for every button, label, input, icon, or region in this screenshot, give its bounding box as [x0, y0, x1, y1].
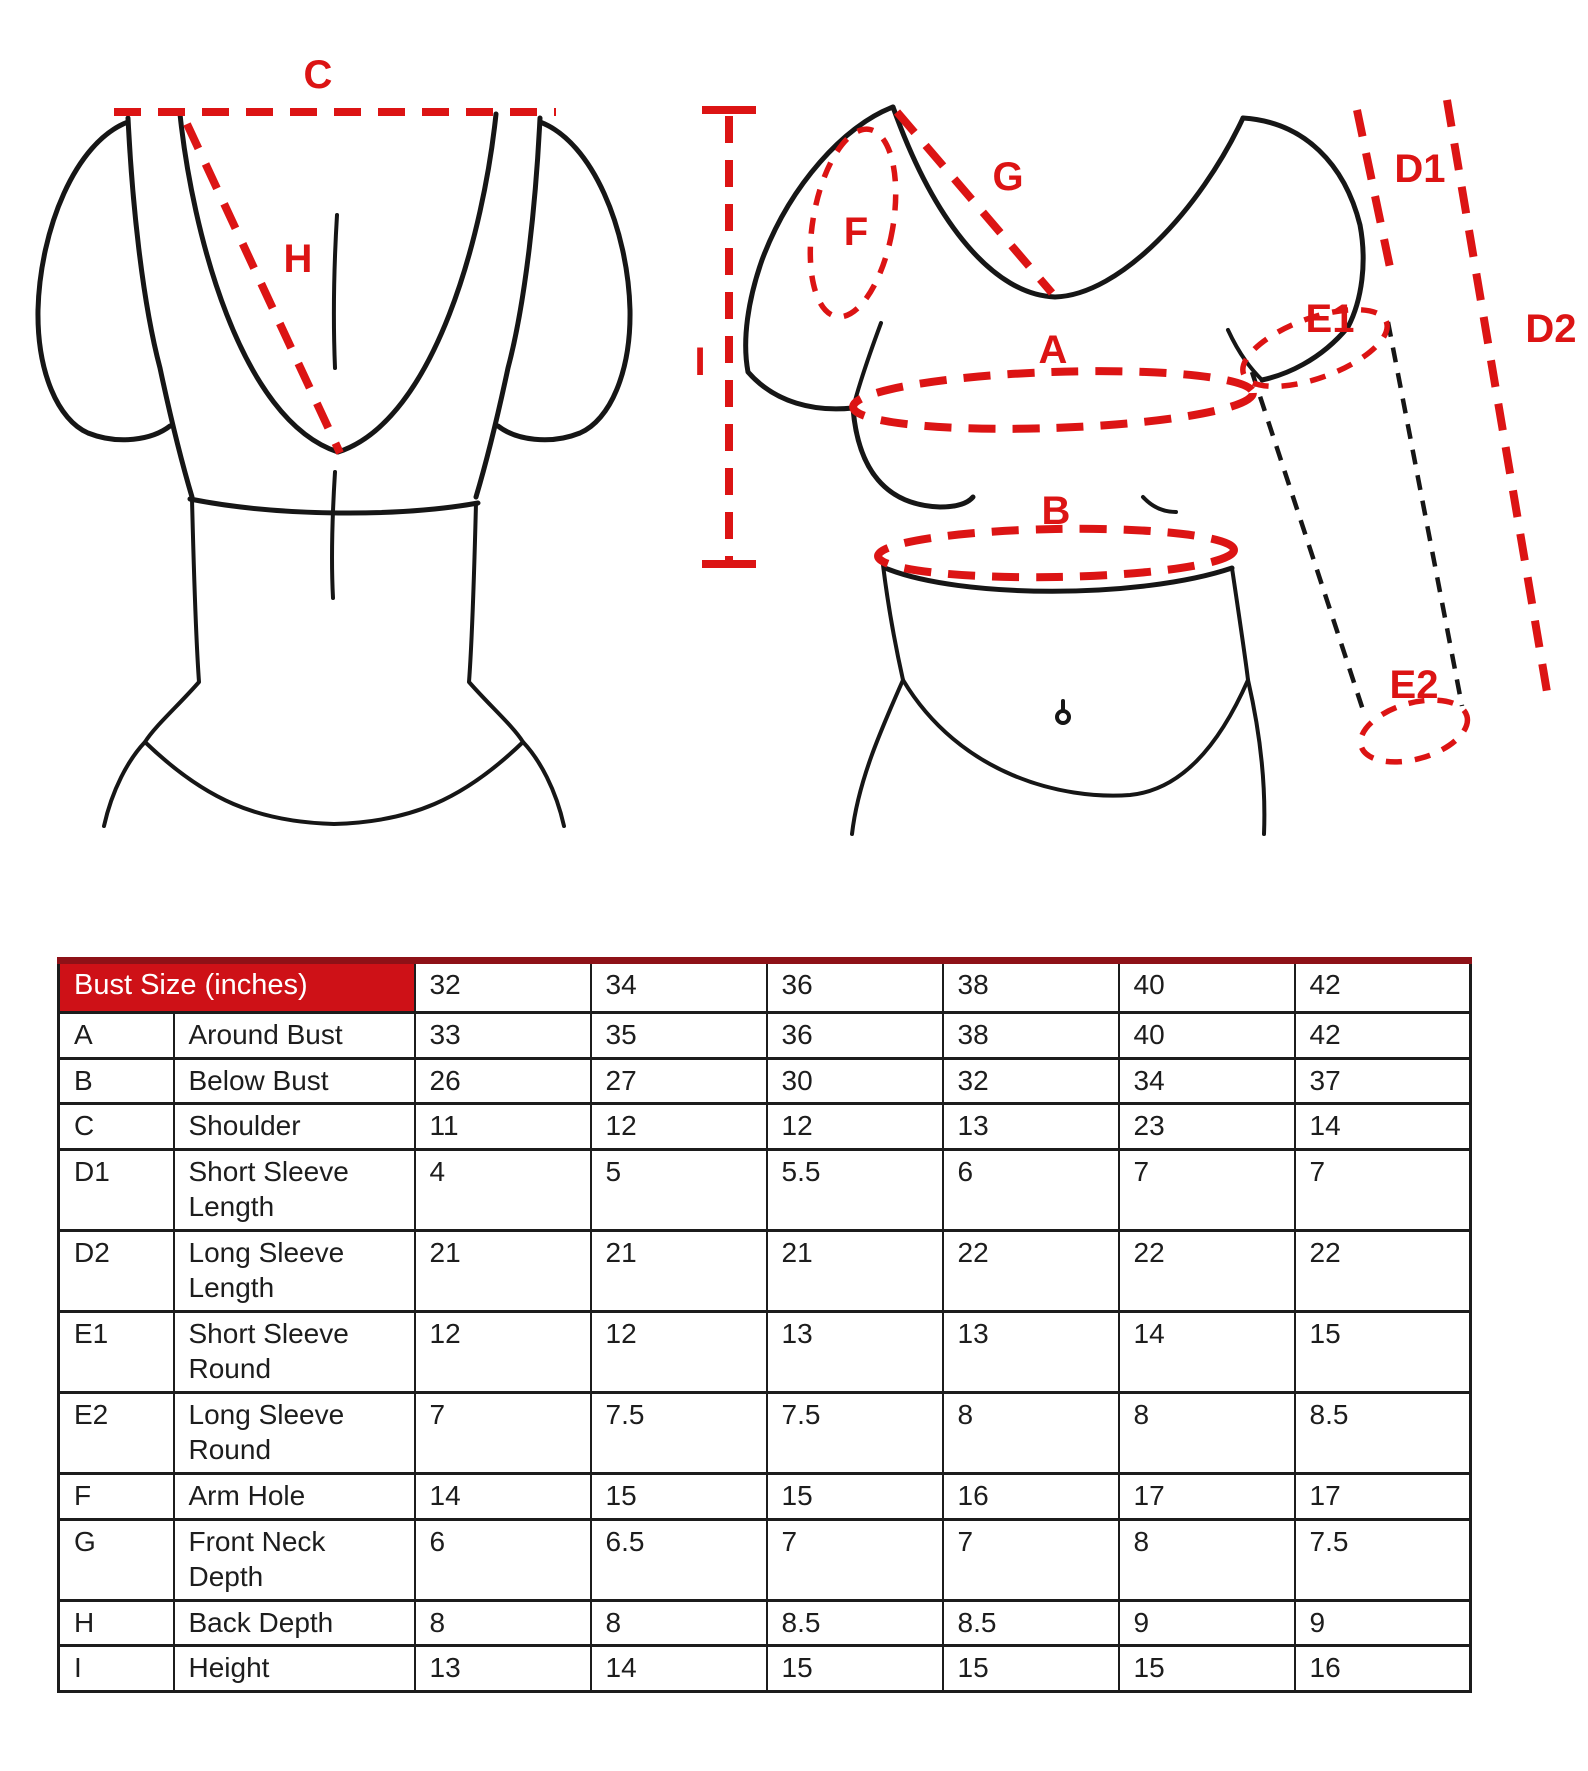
size-header-row — [59, 961, 1471, 1013]
size-chart-body — [59, 1013, 1471, 1692]
size-col-header: 34 — [591, 961, 767, 1013]
value-cell: 15 — [1119, 1646, 1295, 1692]
value-cell: 6.5 — [591, 1519, 767, 1600]
measure-label-c: C — [303, 53, 333, 97]
value-cell: 7.5 — [591, 1392, 767, 1473]
value-cell: 21 — [415, 1230, 591, 1311]
value-cell: 36 — [767, 1013, 943, 1059]
value-cell: 8 — [591, 1600, 767, 1646]
value-cell: 30 — [767, 1058, 943, 1104]
value-cell: 38 — [943, 1013, 1119, 1059]
value-cell: 7 — [943, 1519, 1119, 1600]
measure-label-d1: D1 — [1394, 147, 1446, 191]
value-cell: 17 — [1119, 1474, 1295, 1520]
row-code: D2 — [59, 1230, 174, 1311]
value-cell: 17 — [1295, 1474, 1471, 1520]
row-name: Back Depth — [188, 1606, 334, 1638]
measure-label-b: B — [1041, 489, 1071, 533]
back-spine-lower — [332, 472, 335, 598]
front-torso-right — [1232, 568, 1248, 680]
row-name-cell — [174, 1519, 415, 1600]
value-cell: 23 — [1119, 1104, 1295, 1150]
value-cell: 7.5 — [767, 1392, 943, 1473]
value-cell: 12 — [767, 1104, 943, 1150]
value-cell: 27 — [591, 1058, 767, 1104]
measure-label-e2: E2 — [1389, 663, 1439, 707]
value-cell: 9 — [1295, 1600, 1471, 1646]
row-code: G — [59, 1519, 174, 1600]
row-name-cell — [174, 1058, 415, 1104]
value-cell: 22 — [943, 1230, 1119, 1311]
row-name: Front Neck Depth — [188, 1525, 326, 1593]
size-guide-diagram — [0, 0, 1588, 870]
table-row — [59, 1149, 1471, 1230]
row-code: F — [59, 1474, 174, 1520]
value-cell: 15 — [943, 1646, 1119, 1692]
value-cell: 5.5 — [767, 1149, 943, 1230]
measure-line-d2 — [1447, 100, 1547, 692]
measure-label-e1: E1 — [1305, 297, 1355, 341]
size-col-header: 36 — [767, 961, 943, 1013]
measure-line-h — [187, 124, 340, 453]
back-neckline — [180, 114, 496, 452]
front-right-bust — [1143, 497, 1176, 512]
value-cell: 13 — [943, 1104, 1119, 1150]
front-view-figure — [694, 100, 1576, 834]
value-cell: 42 — [1295, 1013, 1471, 1059]
value-cell: 21 — [591, 1230, 767, 1311]
row-code: I — [59, 1646, 174, 1692]
navel-mark — [1057, 701, 1069, 723]
value-cell: 15 — [591, 1474, 767, 1520]
table-row — [59, 1058, 1471, 1104]
value-cell: 14 — [1295, 1104, 1471, 1150]
row-name-cell — [174, 1104, 415, 1150]
value-cell: 11 — [415, 1104, 591, 1150]
front-hip-curve — [903, 680, 1248, 796]
value-cell: 34 — [1119, 1058, 1295, 1104]
value-cell: 14 — [415, 1474, 591, 1520]
row-name: Short Sleeve Round — [188, 1317, 349, 1385]
value-cell: 8.5 — [1295, 1392, 1471, 1473]
row-name: Short Sleeve Length — [188, 1155, 349, 1223]
measure-ellipse-b — [878, 526, 1235, 580]
value-cell: 8.5 — [943, 1600, 1119, 1646]
value-cell: 6 — [943, 1149, 1119, 1230]
value-cell: 8 — [943, 1392, 1119, 1473]
table-row — [59, 1311, 1471, 1392]
table-row — [59, 1013, 1471, 1059]
value-cell: 15 — [767, 1474, 943, 1520]
value-cell: 35 — [591, 1013, 767, 1059]
front-left-sleeve — [746, 107, 893, 409]
table-row — [59, 1519, 1471, 1600]
value-cell: 22 — [1295, 1230, 1471, 1311]
value-cell: 13 — [767, 1311, 943, 1392]
front-torso-left — [883, 565, 903, 680]
front-neckline — [893, 107, 1243, 297]
row-code: E1 — [59, 1311, 174, 1392]
row-code: H — [59, 1600, 174, 1646]
row-code: C — [59, 1104, 174, 1150]
row-name: Below Bust — [188, 1064, 329, 1096]
row-name: Long Sleeve Round — [188, 1398, 345, 1466]
value-cell: 6 — [415, 1519, 591, 1600]
row-name: Shoulder — [188, 1110, 301, 1142]
row-code: A — [59, 1013, 174, 1059]
value-cell: 4 — [415, 1149, 591, 1230]
value-cell: 21 — [767, 1230, 943, 1311]
value-cell: 40 — [1119, 1013, 1295, 1059]
value-cell: 7 — [1295, 1149, 1471, 1230]
value-cell: 8 — [1119, 1519, 1295, 1600]
table-row — [59, 1474, 1471, 1520]
value-cell: 37 — [1295, 1058, 1471, 1104]
value-cell: 15 — [1295, 1311, 1471, 1392]
row-name: Height — [188, 1652, 270, 1684]
row-name: Arm Hole — [188, 1480, 306, 1512]
size-col-header: 40 — [1119, 961, 1295, 1013]
back-hip-curve — [145, 742, 523, 824]
measure-label-f: F — [843, 210, 869, 254]
value-cell: 7 — [1119, 1149, 1295, 1230]
row-name: Long Sleeve Length — [188, 1236, 345, 1304]
value-cell: 14 — [591, 1646, 767, 1692]
size-col-header: 42 — [1295, 961, 1471, 1013]
value-cell: 22 — [1119, 1230, 1295, 1311]
front-right-thigh — [1248, 680, 1264, 834]
back-spine-upper — [334, 215, 337, 368]
back-left-sleeve — [38, 122, 170, 440]
value-cell: 16 — [943, 1474, 1119, 1520]
bust-size-header: Bust Size (inches) — [59, 961, 415, 1013]
row-name-cell — [174, 1149, 415, 1230]
long-sleeve-inner-edge — [1252, 372, 1363, 710]
row-name-cell — [174, 1392, 415, 1473]
value-cell: 8 — [1119, 1392, 1295, 1473]
value-cell: 12 — [591, 1311, 767, 1392]
value-cell: 26 — [415, 1058, 591, 1104]
value-cell: 7 — [415, 1392, 591, 1473]
row-name-cell — [174, 1600, 415, 1646]
table-row — [59, 1646, 1471, 1692]
value-cell: 9 — [1119, 1600, 1295, 1646]
row-name-cell — [174, 1646, 415, 1692]
row-name-cell — [174, 1311, 415, 1392]
measure-label-d2: D2 — [1525, 307, 1577, 351]
row-name-cell — [174, 1474, 415, 1520]
row-code: D1 — [59, 1149, 174, 1230]
value-cell: 12 — [591, 1104, 767, 1150]
value-cell: 7 — [767, 1519, 943, 1600]
back-view-figure — [38, 53, 630, 826]
value-cell: 14 — [1119, 1311, 1295, 1392]
value-cell: 32 — [943, 1058, 1119, 1104]
value-cell: 5 — [591, 1149, 767, 1230]
size-chart-table — [57, 957, 1472, 1693]
long-sleeve-outer-edge — [1388, 322, 1462, 706]
value-cell: 13 — [943, 1311, 1119, 1392]
value-cell: 16 — [1295, 1646, 1471, 1692]
measure-line-g — [897, 112, 1052, 293]
measure-label-i: I — [694, 340, 706, 384]
value-cell: 8 — [415, 1600, 591, 1646]
value-cell: 12 — [415, 1311, 591, 1392]
table-row — [59, 1230, 1471, 1311]
size-col-header: 38 — [943, 961, 1119, 1013]
value-cell: 15 — [767, 1646, 943, 1692]
table-row — [59, 1104, 1471, 1150]
value-cell: 33 — [415, 1013, 591, 1059]
table-row — [59, 1600, 1471, 1646]
row-name-cell — [174, 1230, 415, 1311]
table-row — [59, 1392, 1471, 1473]
measure-ellipse-a — [852, 365, 1254, 435]
front-left-thigh — [852, 680, 903, 834]
row-code: B — [59, 1058, 174, 1104]
value-cell: 7.5 — [1295, 1519, 1471, 1600]
measure-label-g: G — [992, 155, 1024, 199]
row-name: Around Bust — [188, 1019, 343, 1050]
value-cell: 8.5 — [767, 1600, 943, 1646]
value-cell: 13 — [415, 1646, 591, 1692]
front-left-armhole — [853, 323, 881, 408]
back-right-sleeve — [498, 122, 630, 440]
size-col-header: 32 — [415, 961, 591, 1013]
measure-label-h: H — [283, 237, 313, 281]
front-left-bust — [853, 408, 973, 507]
row-name-cell — [174, 1013, 415, 1059]
row-code: E2 — [59, 1392, 174, 1473]
measure-label-a: A — [1038, 328, 1068, 372]
